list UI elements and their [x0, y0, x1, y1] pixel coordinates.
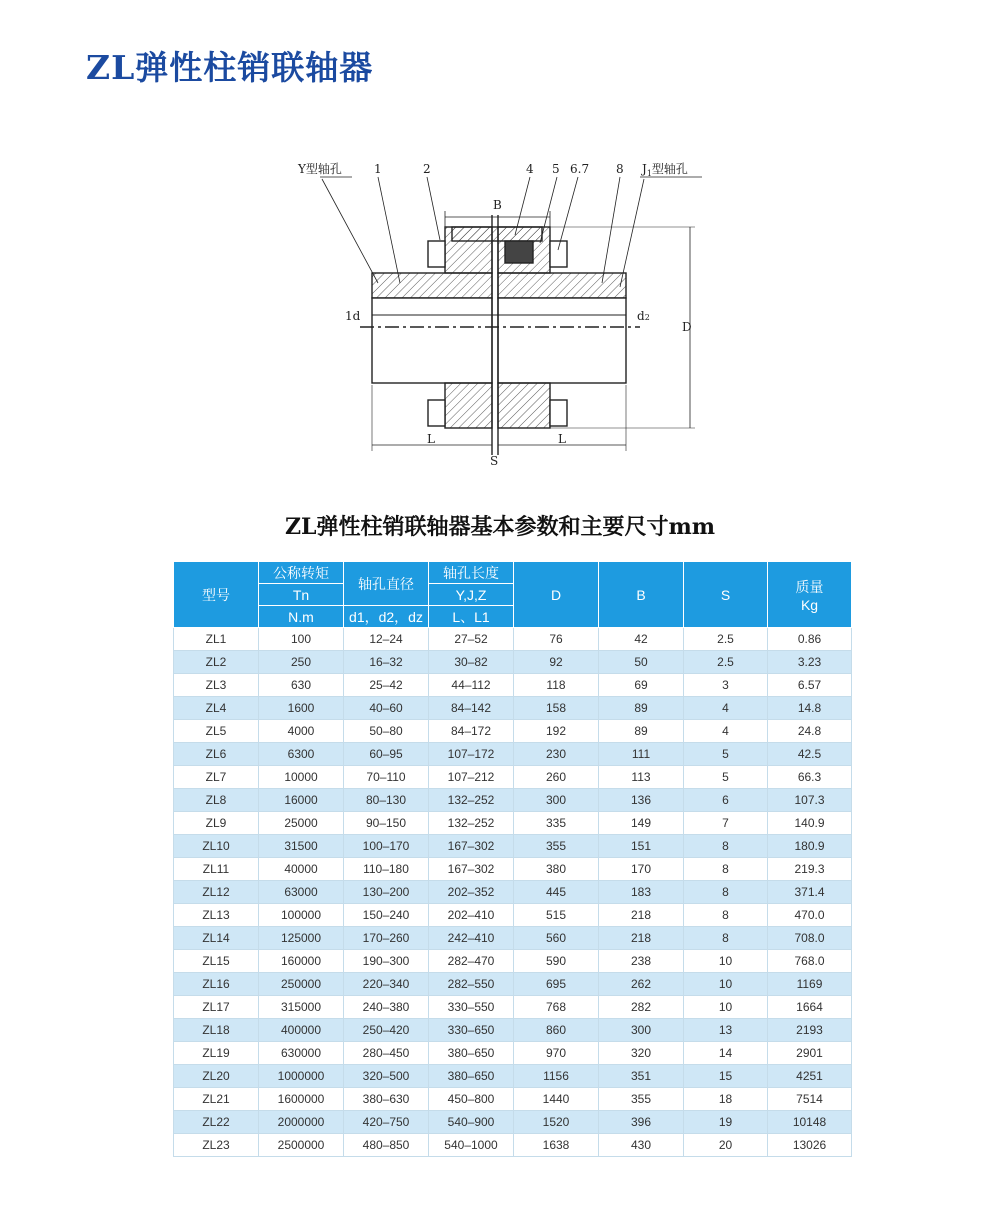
table-cell: 242–410: [429, 927, 514, 950]
table-cell: ZL15: [174, 950, 259, 973]
table-row: [174, 743, 852, 766]
table-cell: 400000: [259, 1019, 344, 1042]
table-cell: 590: [514, 950, 599, 973]
label-D: D: [682, 320, 692, 334]
table-cell: 192: [514, 720, 599, 743]
table-cell: 8: [684, 858, 768, 881]
table-cell: 10148: [768, 1111, 852, 1134]
table-cell: 202–410: [429, 904, 514, 927]
table-cell: 630000: [259, 1042, 344, 1065]
header-bore: 轴孔直径: [344, 562, 429, 606]
table-row: [174, 1019, 852, 1042]
table-cell: ZL8: [174, 789, 259, 812]
table-cell: 351: [599, 1065, 684, 1088]
table-cell: 118: [514, 674, 599, 697]
table-cell: 24.8: [768, 720, 852, 743]
table-cell: 970: [514, 1042, 599, 1065]
table-cell: 768: [514, 996, 599, 1019]
table-cell: 540–900: [429, 1111, 514, 1134]
table-cell: 10: [684, 973, 768, 996]
table-row: [174, 835, 852, 858]
header-torque-symbol: Tn: [259, 584, 344, 606]
table-cell: ZL2: [174, 651, 259, 674]
table-cell: ZL7: [174, 766, 259, 789]
table-cell: ZL6: [174, 743, 259, 766]
label-d1: 1d: [345, 309, 361, 323]
table-cell: 260: [514, 766, 599, 789]
table-cell: 2500000: [259, 1134, 344, 1157]
table-cell: 202–352: [429, 881, 514, 904]
table-cell: 768.0: [768, 950, 852, 973]
table-cell: ZL13: [174, 904, 259, 927]
table-cell: 219.3: [768, 858, 852, 881]
header-length: 轴孔长度: [429, 562, 514, 584]
table-cell: ZL14: [174, 927, 259, 950]
table-cell: 396: [599, 1111, 684, 1134]
table-cell: 320–500: [344, 1065, 429, 1088]
table-row: [174, 927, 852, 950]
table-cell: 13: [684, 1019, 768, 1042]
header-length-types: Y,J,Z: [429, 584, 514, 606]
table-cell: 4000: [259, 720, 344, 743]
right-hub-body: [498, 298, 626, 383]
table-cell: 19: [684, 1111, 768, 1134]
table-cell: 183: [599, 881, 684, 904]
table-cell: 6.57: [768, 674, 852, 697]
table-cell: 107–212: [429, 766, 514, 789]
table-cell: 380: [514, 858, 599, 881]
table-row: [174, 1111, 852, 1134]
table-cell: 107.3: [768, 789, 852, 812]
table-cell: 515: [514, 904, 599, 927]
table-cell: ZL5: [174, 720, 259, 743]
left-hub-body: [372, 298, 492, 383]
table-cell: 1000000: [259, 1065, 344, 1088]
table-cell: 84–142: [429, 697, 514, 720]
table-cell: 5: [684, 743, 768, 766]
table-cell: 151: [599, 835, 684, 858]
table-cell: 69: [599, 674, 684, 697]
table-cell: 107–172: [429, 743, 514, 766]
table-cell: 89: [599, 697, 684, 720]
table-cell: 140.9: [768, 812, 852, 835]
table-cell: 2193: [768, 1019, 852, 1042]
table-cell: 50: [599, 651, 684, 674]
table-cell: 300: [599, 1019, 684, 1042]
table-cell: 170: [599, 858, 684, 881]
table-cell: ZL4: [174, 697, 259, 720]
table-cell: 50–80: [344, 720, 429, 743]
bolt-left-bottom: [428, 400, 445, 426]
table-cell: 44–112: [429, 674, 514, 697]
header-D: D: [514, 562, 599, 628]
table-cell: 113: [599, 766, 684, 789]
table-cell: 335: [514, 812, 599, 835]
table-cell: 2000000: [259, 1111, 344, 1134]
right-flange-lower: [498, 383, 550, 428]
bolt-left-top: [428, 241, 445, 267]
table-cell: ZL18: [174, 1019, 259, 1042]
retaining-ring-top: [452, 227, 542, 241]
table-title: ZL弹性柱销联轴器基本参数和主要尺寸mm: [284, 514, 716, 540]
table-row: [174, 789, 852, 812]
table-cell: 2.5: [684, 651, 768, 674]
table-cell: 380–650: [429, 1042, 514, 1065]
table-cell: 480–850: [344, 1134, 429, 1157]
table-row: [174, 628, 852, 651]
label-B: B: [493, 198, 502, 212]
table-cell: 89: [599, 720, 684, 743]
table-cell: 250000: [259, 973, 344, 996]
table-cell: 110–180: [344, 858, 429, 881]
table-cell: 150–240: [344, 904, 429, 927]
label-L-left: L: [427, 432, 435, 446]
bolt-right-bottom: [550, 400, 567, 426]
table-cell: 27–52: [429, 628, 514, 651]
table-cell: ZL17: [174, 996, 259, 1019]
table-cell: 330–550: [429, 996, 514, 1019]
table-cell: 100: [259, 628, 344, 651]
table-cell: 63000: [259, 881, 344, 904]
table-cell: ZL12: [174, 881, 259, 904]
table-cell: ZL11: [174, 858, 259, 881]
table-cell: 560: [514, 927, 599, 950]
table-cell: 355: [599, 1088, 684, 1111]
table-cell: 10: [684, 950, 768, 973]
table-cell: 136: [599, 789, 684, 812]
table-cell: 230: [514, 743, 599, 766]
table-cell: 92: [514, 651, 599, 674]
table-row: [174, 858, 852, 881]
table-cell: 355: [514, 835, 599, 858]
table-cell: 90–150: [344, 812, 429, 835]
label-d2: d2: [637, 309, 650, 323]
table-cell: 2.5: [684, 628, 768, 651]
table-cell: 3: [684, 674, 768, 697]
table-cell: 42.5: [768, 743, 852, 766]
table-cell: 380–630: [344, 1088, 429, 1111]
label-part-4: 4: [526, 162, 534, 176]
table-row: [174, 996, 852, 1019]
label-part-8: 8: [616, 162, 624, 176]
table-row: [174, 697, 852, 720]
table-cell: 250–420: [344, 1019, 429, 1042]
table-cell: 695: [514, 973, 599, 996]
table-cell: 18: [684, 1088, 768, 1111]
table-cell: 84–172: [429, 720, 514, 743]
label-part-2: 2: [423, 162, 431, 176]
header-model: 型号: [174, 562, 259, 628]
table-cell: 15: [684, 1065, 768, 1088]
table-cell: 10: [684, 996, 768, 1019]
table-cell: 25000: [259, 812, 344, 835]
page-title: ZL弹性柱销联轴器: [86, 48, 374, 87]
table-row: [174, 720, 852, 743]
coupling-drawing: [290, 155, 710, 475]
table-cell: 76: [514, 628, 599, 651]
table-cell: 860: [514, 1019, 599, 1042]
table-cell: 60–95: [344, 743, 429, 766]
label-j-hole: $J_1$型轴孔: [642, 162, 688, 178]
table-cell: ZL16: [174, 973, 259, 996]
table-cell: 14.8: [768, 697, 852, 720]
left-hub-upper: [372, 273, 492, 298]
table-cell: 170–260: [344, 927, 429, 950]
header-S: S: [684, 562, 768, 628]
label-L-right: L: [558, 432, 566, 446]
table-cell: ZL20: [174, 1065, 259, 1088]
header-B: B: [599, 562, 684, 628]
table-cell: 280–450: [344, 1042, 429, 1065]
label-part-1: 1: [374, 162, 382, 176]
table-cell: ZL22: [174, 1111, 259, 1134]
table-row: [174, 973, 852, 996]
table-row: [174, 674, 852, 697]
table-cell: 630: [259, 674, 344, 697]
elastic-pin: [505, 241, 533, 263]
table-row: [174, 812, 852, 835]
label-y-hole: Y型轴孔: [298, 162, 342, 176]
table-row: [174, 651, 852, 674]
label-part-5: 5: [552, 162, 560, 176]
header-length-symbols: L、L1: [429, 606, 514, 628]
table-cell: 470.0: [768, 904, 852, 927]
table-cell: 330–650: [429, 1019, 514, 1042]
table-row: [174, 950, 852, 973]
table-cell: 158: [514, 697, 599, 720]
table-cell: 20: [684, 1134, 768, 1157]
table-cell: 6300: [259, 743, 344, 766]
table-row: [174, 1065, 852, 1088]
table-cell: 240–380: [344, 996, 429, 1019]
table-cell: 167–302: [429, 858, 514, 881]
table-cell: 100000: [259, 904, 344, 927]
table-cell: 282–470: [429, 950, 514, 973]
table-cell: 130–200: [344, 881, 429, 904]
table-cell: 132–252: [429, 789, 514, 812]
table-cell: 4: [684, 720, 768, 743]
table-cell: 8: [684, 881, 768, 904]
header-mass: 质量 Kg: [768, 562, 852, 628]
table-cell: 1520: [514, 1111, 599, 1134]
table-cell: 1638: [514, 1134, 599, 1157]
table-cell: 190–300: [344, 950, 429, 973]
table-cell: 160000: [259, 950, 344, 973]
table-row: [174, 1134, 852, 1157]
table-cell: 315000: [259, 996, 344, 1019]
table-cell: 238: [599, 950, 684, 973]
table-row: [174, 904, 852, 927]
table-cell: 70–110: [344, 766, 429, 789]
table-cell: 540–1000: [429, 1134, 514, 1157]
table-cell: 1664: [768, 996, 852, 1019]
label-S: S: [490, 454, 499, 468]
table-cell: 4251: [768, 1065, 852, 1088]
table-cell: ZL10: [174, 835, 259, 858]
table-cell: ZL19: [174, 1042, 259, 1065]
table-cell: 80–130: [344, 789, 429, 812]
label-part-67: 6.7: [570, 162, 590, 176]
right-hub-upper: [498, 273, 626, 298]
table-cell: 25–42: [344, 674, 429, 697]
table-cell: 320: [599, 1042, 684, 1065]
table-cell: 218: [599, 927, 684, 950]
table-cell: 8: [684, 904, 768, 927]
table-cell: 380–650: [429, 1065, 514, 1088]
table-cell: 132–252: [429, 812, 514, 835]
table-cell: 2901: [768, 1042, 852, 1065]
table-cell: 262: [599, 973, 684, 996]
table-cell: 125000: [259, 927, 344, 950]
table-cell: 7514: [768, 1088, 852, 1111]
table-cell: ZL23: [174, 1134, 259, 1157]
table-cell: ZL9: [174, 812, 259, 835]
table-cell: 100–170: [344, 835, 429, 858]
table-cell: 300: [514, 789, 599, 812]
table-cell: 1600: [259, 697, 344, 720]
table-cell: 16–32: [344, 651, 429, 674]
table-row: [174, 1042, 852, 1065]
table-cell: ZL1: [174, 628, 259, 651]
table-cell: 14: [684, 1042, 768, 1065]
table-cell: 6: [684, 789, 768, 812]
table-row: [174, 766, 852, 789]
table-cell: ZL21: [174, 1088, 259, 1111]
table-cell: 445: [514, 881, 599, 904]
table-cell: 450–800: [429, 1088, 514, 1111]
table-cell: 10000: [259, 766, 344, 789]
table-cell: 3.23: [768, 651, 852, 674]
table-cell: 12–24: [344, 628, 429, 651]
table-cell: 218: [599, 904, 684, 927]
bolt-right-top: [550, 241, 567, 267]
header-torque-unit: N.m: [259, 606, 344, 628]
table-row: [174, 881, 852, 904]
table-cell: 1156: [514, 1065, 599, 1088]
table-cell: 111: [599, 743, 684, 766]
table-cell: 7: [684, 812, 768, 835]
table-cell: 16000: [259, 789, 344, 812]
table-cell: 220–340: [344, 973, 429, 996]
spec-table: [173, 561, 852, 1157]
table-cell: 250: [259, 651, 344, 674]
table-cell: 149: [599, 812, 684, 835]
table-cell: 31500: [259, 835, 344, 858]
table-row: [174, 1088, 852, 1111]
table-cell: 8: [684, 927, 768, 950]
table-cell: 13026: [768, 1134, 852, 1157]
table-cell: 30–82: [429, 651, 514, 674]
header-torque: 公称转矩: [259, 562, 344, 584]
table-cell: 66.3: [768, 766, 852, 789]
table-cell: 40000: [259, 858, 344, 881]
table-cell: 40–60: [344, 697, 429, 720]
table-cell: 708.0: [768, 927, 852, 950]
table-cell: 180.9: [768, 835, 852, 858]
table-cell: 5: [684, 766, 768, 789]
table-cell: 8: [684, 835, 768, 858]
table-cell: 282–550: [429, 973, 514, 996]
header-bore-symbols: d1，d2，dz: [344, 606, 429, 628]
table-cell: 1169: [768, 973, 852, 996]
table-cell: 4: [684, 697, 768, 720]
spec-table-body: [174, 628, 852, 1157]
table-cell: 1440: [514, 1088, 599, 1111]
table-cell: 430: [599, 1134, 684, 1157]
left-flange-lower: [445, 383, 492, 428]
table-cell: 282: [599, 996, 684, 1019]
table-cell: 0.86: [768, 628, 852, 651]
table-cell: 420–750: [344, 1111, 429, 1134]
table-cell: 1600000: [259, 1088, 344, 1111]
table-cell: 167–302: [429, 835, 514, 858]
table-cell: ZL3: [174, 674, 259, 697]
table-cell: 371.4: [768, 881, 852, 904]
table-cell: 42: [599, 628, 684, 651]
